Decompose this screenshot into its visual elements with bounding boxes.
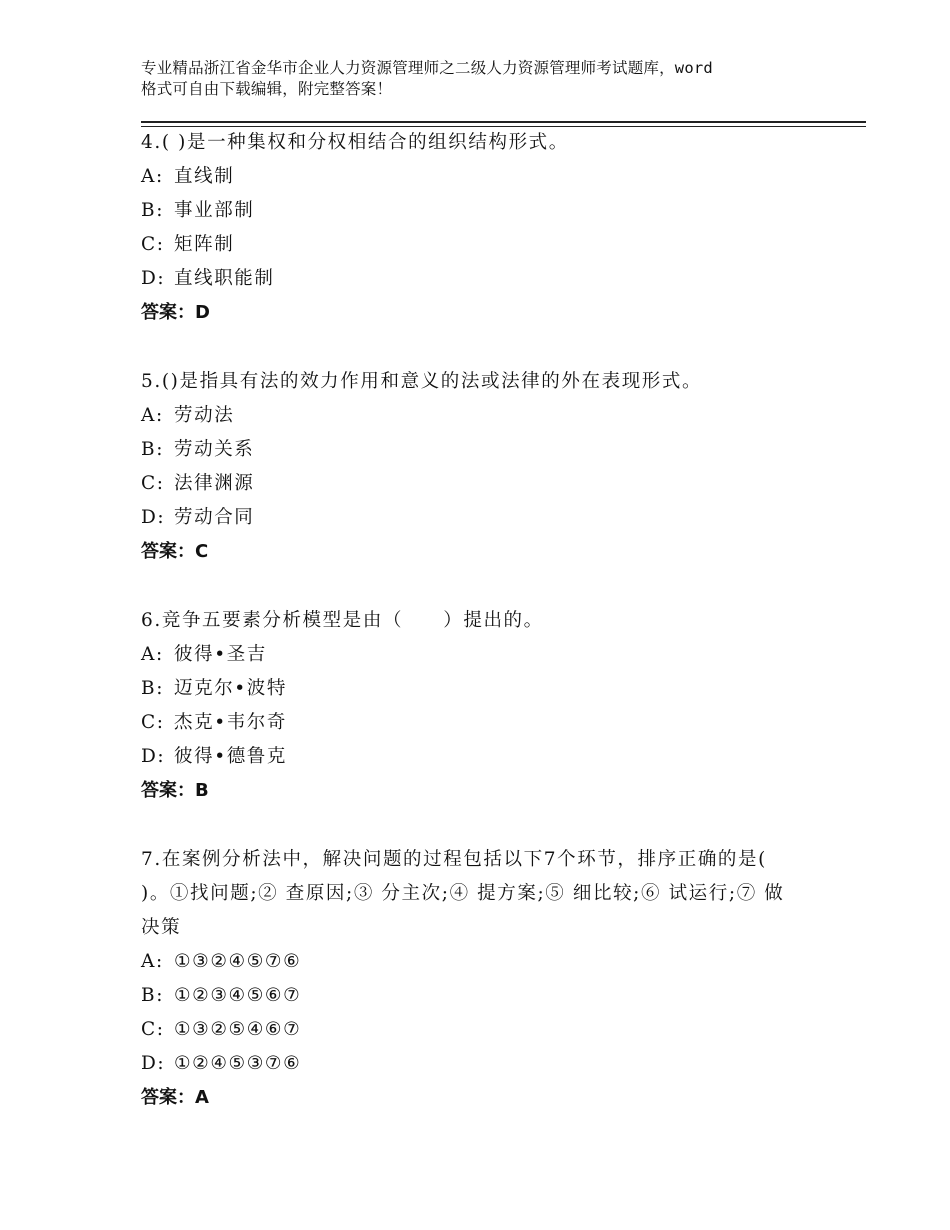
option-c <box>141 228 821 262</box>
option-d <box>141 501 821 535</box>
question-text: 6.竞争五要素分析模型是由（ ）提出的。 <box>141 610 544 631</box>
option-text: 法律渊源 <box>174 473 255 494</box>
header-line-1: 专业精品浙江省金华市企业人力资源管理师之二级人力资源管理师考试题库，word <box>141 59 713 77</box>
answer: 答案：C <box>141 541 209 562</box>
option-key: D: <box>141 507 166 528</box>
option-c <box>141 706 821 740</box>
option-a <box>141 160 821 194</box>
question-5 <box>141 365 821 569</box>
option-b <box>141 979 801 1013</box>
option-a <box>141 945 801 979</box>
question-7 <box>141 843 801 1115</box>
option-text: 劳动合同 <box>174 507 255 528</box>
option-b <box>141 433 821 467</box>
option-text: 杰克•韦尔奇 <box>174 712 288 733</box>
option-d <box>141 1047 801 1081</box>
header-line-2: 格式可自由下载编辑，附完整答案！ <box>141 80 393 98</box>
option-key: C: <box>141 234 165 255</box>
option-text: 直线制 <box>174 166 235 187</box>
option-b <box>141 194 821 228</box>
option-key: D: <box>141 1053 166 1074</box>
option-key: A: <box>141 644 164 665</box>
option-c <box>141 1013 801 1047</box>
document-header <box>141 58 831 100</box>
answer: 答案：B <box>141 780 209 801</box>
option-key: C: <box>141 1019 165 1040</box>
option-text: 劳动法 <box>174 405 235 426</box>
option-key: A: <box>141 166 164 187</box>
option-d <box>141 262 821 296</box>
option-text: ①②③④⑤⑥⑦ <box>174 985 302 1006</box>
option-a <box>141 638 821 672</box>
option-text: ①②④⑤③⑦⑥ <box>174 1053 302 1074</box>
header-rule-thick <box>141 121 866 123</box>
option-key: B: <box>141 985 165 1006</box>
option-text: 劳动关系 <box>174 439 255 460</box>
option-key: D: <box>141 746 166 767</box>
question-text: 5.()是指具有法的效力作用和意义的法或法律的外在表现形式。 <box>141 371 703 392</box>
option-c <box>141 467 821 501</box>
option-text: ①③②⑤④⑥⑦ <box>174 1019 302 1040</box>
question-text: 7.在案例分析法中，解决问题的过程包括以下7个环节，排序正确的是( )。①找问题;② 查原因;③ 分主次;④ 提方案;⑤ 细比较;⑥ 试运行;⑦ 做决策 <box>141 849 785 938</box>
option-text: ①③②④⑤⑦⑥ <box>174 951 302 972</box>
option-key: B: <box>141 200 165 221</box>
option-text: 直线职能制 <box>174 268 275 289</box>
question-text: 4.( )是一种集权和分权相结合的组织结构形式。 <box>141 132 569 153</box>
option-key: C: <box>141 473 165 494</box>
question-4 <box>141 126 821 330</box>
option-key: D: <box>141 268 166 289</box>
option-text: 彼得•德鲁克 <box>174 746 288 767</box>
option-key: B: <box>141 439 165 460</box>
option-text: 矩阵制 <box>174 234 235 255</box>
option-d <box>141 740 821 774</box>
option-key: B: <box>141 678 165 699</box>
option-text: 事业部制 <box>174 200 255 221</box>
option-text: 彼得•圣吉 <box>174 644 267 665</box>
option-key: C: <box>141 712 165 733</box>
option-text: 迈克尔•波特 <box>174 678 288 699</box>
option-a <box>141 399 821 433</box>
question-6 <box>141 604 821 808</box>
answer: 答案：A <box>141 1087 209 1108</box>
option-b <box>141 672 821 706</box>
answer: 答案：D <box>141 302 210 323</box>
option-key: A: <box>141 951 164 972</box>
option-key: A: <box>141 405 164 426</box>
